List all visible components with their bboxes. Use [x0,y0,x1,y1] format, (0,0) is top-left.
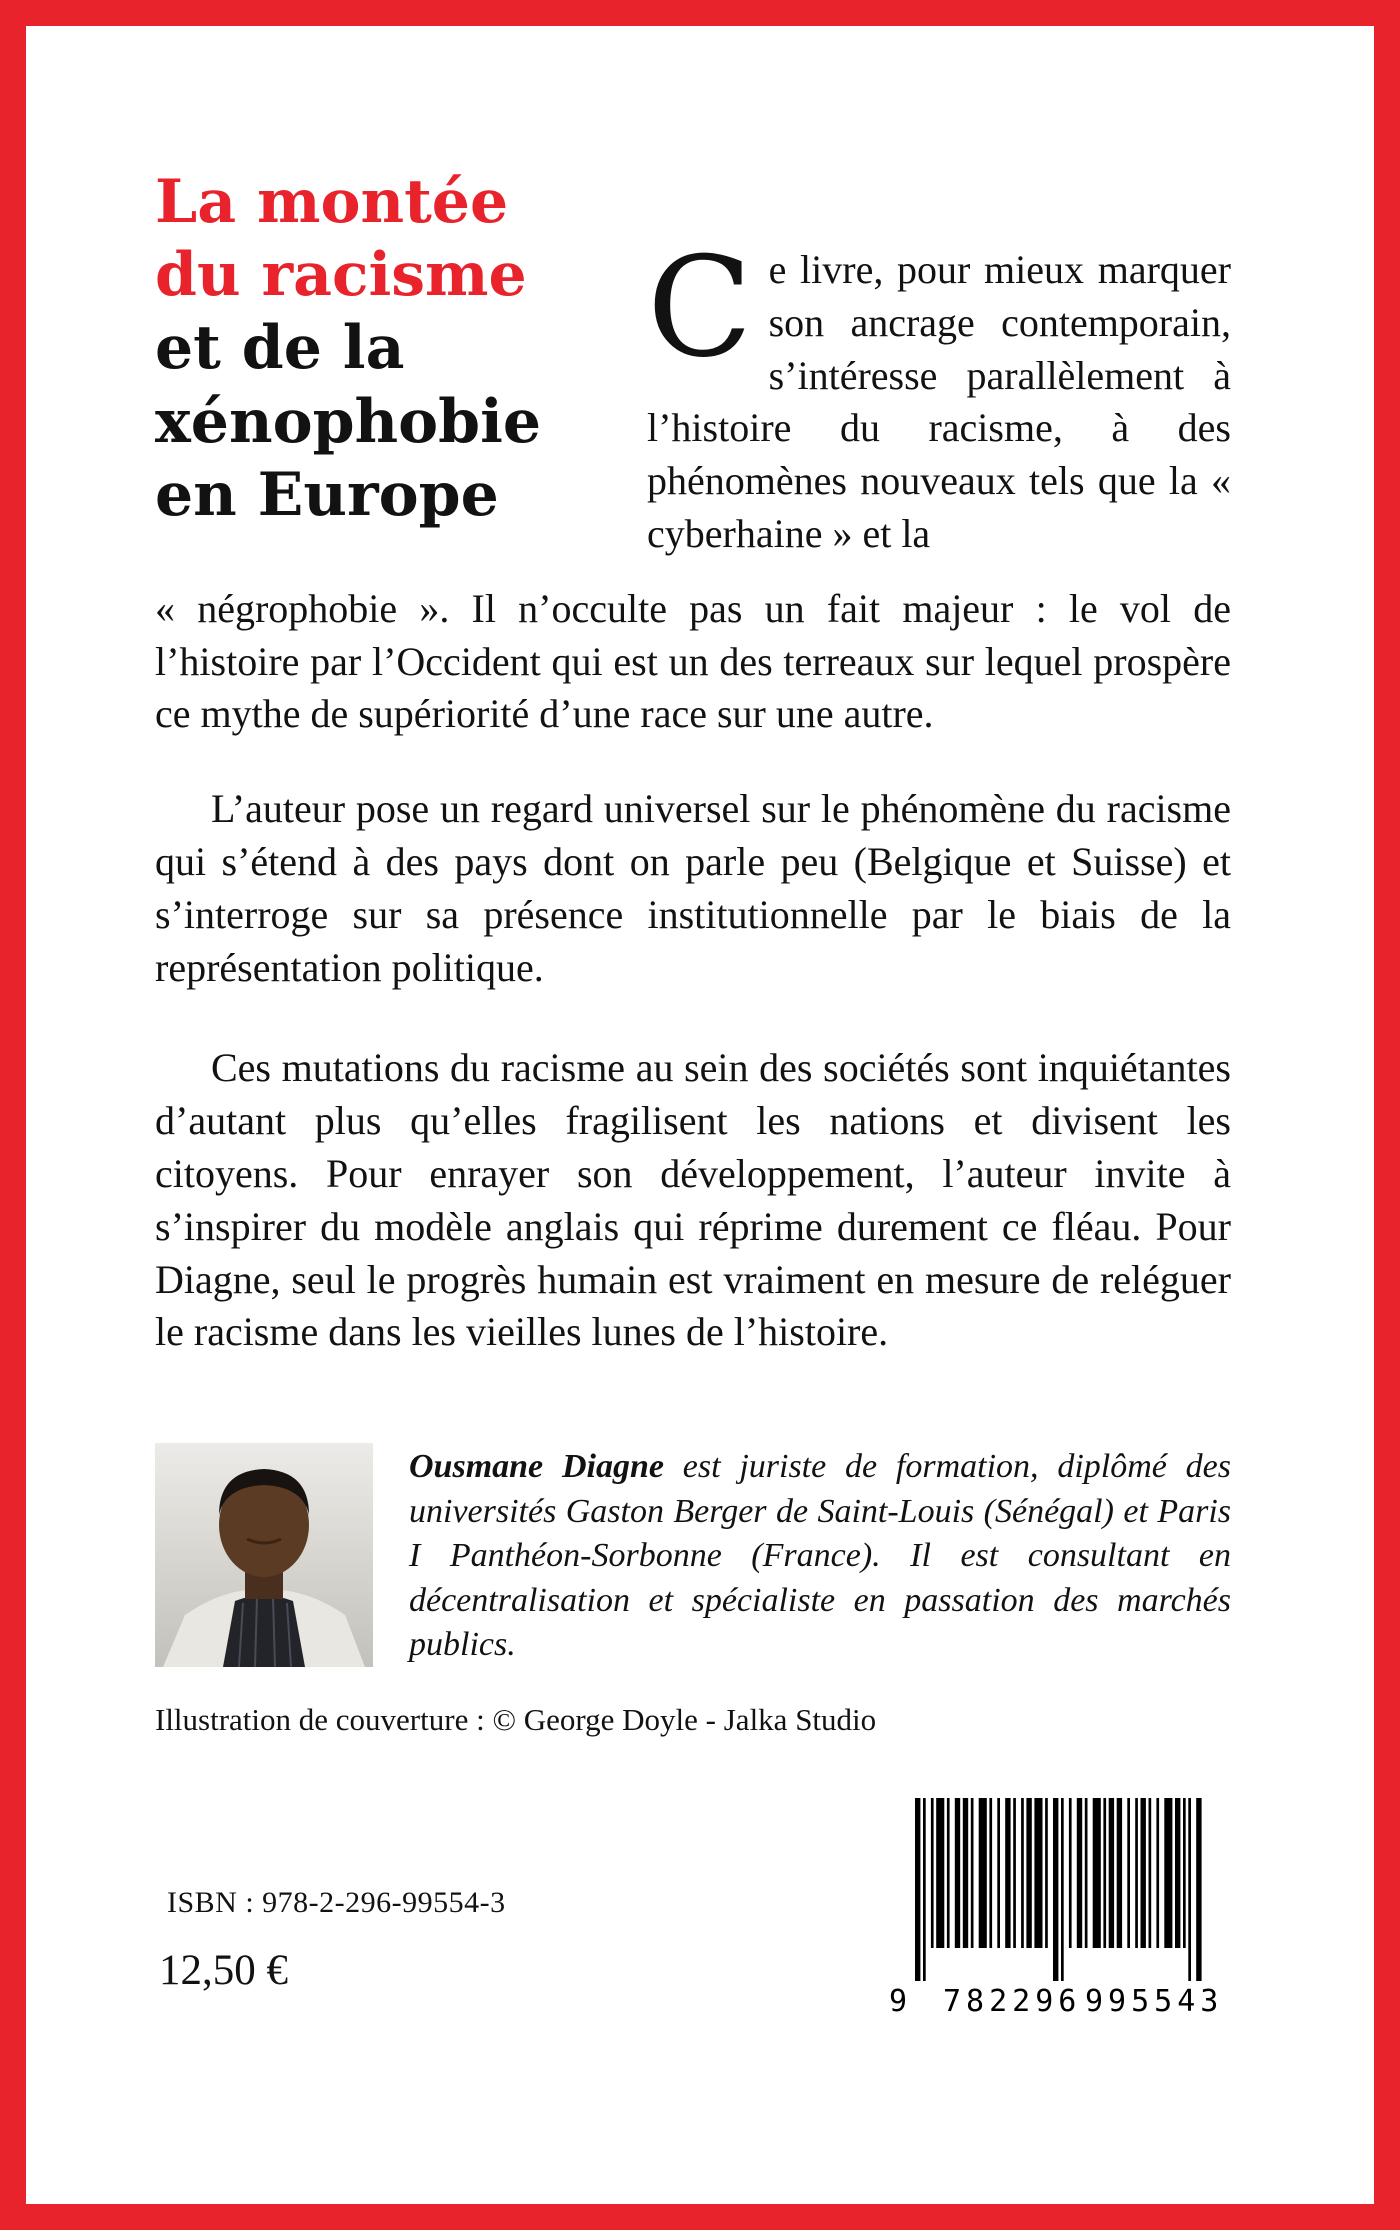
title-line-5: en Europe [155,459,499,530]
author-section [155,1443,1231,1668]
barcode [887,1798,1231,2020]
barcode-digits-group-2: 995543 [1085,1983,1224,2019]
paragraph-3: Ces mutations du racisme au sein des sociétés sont inquiétantes d’autant plus qu’elles fragilisent les nations et divisent les citoyens. Pour enrayer son développement, l’auteur invite à s’inspirer du modèle anglais qui réprime durement ce fléau. Pour Diagne, seul le progrès humain est vraiment en mesure de reléguer le racisme dans les vieilles lunes de l’histoire. [155,1045,1231,1355]
barcode-digits [887,1984,1231,2020]
author-name: Ousmane Diagne [409,1448,664,1486]
opening-section [155,166,1231,561]
footer-section [155,1798,1231,2068]
title-line-4: xénophobie [155,386,542,457]
paragraph-2: L’auteur pose un regard universel sur le phénomène du racisme qui s’étend à des pays dont on parle peu (Belgique et Suisse) et s’interroge sur sa présence institutionnelle par le biais de la représentation politique. [155,786,1231,990]
paragraph-1 [647,166,1231,561]
barcode-digit-left: 9 [889,1983,908,2019]
title-line-1: La montée [155,167,509,237]
barcode-bars [887,1798,1231,1984]
author-photo-graphic [155,1443,373,1667]
paragraph-1-text: e livre, pour mieux marquer son ancrage contemporain, s’intéresse parallèlement à l’histoire du racisme, à des phénomènes nouveaux tels que la « cyberhaine » et la [647,247,1231,556]
cover-content [26,26,1374,2068]
author-photo [155,1443,373,1667]
drop-cap: C [647,227,753,388]
author-bio [409,1443,1231,1668]
title-line-3: et de la [155,313,405,384]
title-line-2: du racisme [155,240,527,311]
author-bio-text: est juriste de formation, diplômé des universités Gaston Berger de Saint-Louis (Sénégal) et Paris I Panthéon-Sorbonne (France). Il est consultant en décentralisation et spécialiste en passation des marchés publics. [409,1448,1231,1664]
illustration-credit: Illustration de couverture : © George Doyle - Jalka Studio [155,1701,877,1737]
barcode-digits-group-1: 782296 [943,1983,1082,2019]
isbn-text: ISBN : 978-2-296-99554-3 [167,1885,506,1919]
price-text: 12,50 € [159,1946,288,1994]
book-title [155,166,647,561]
paragraph-1-continued: « négrophobie ». Il n’occulte pas un fait majeur : le vol de l’histoire par l’Occident qui est un des terreaux sur lequel prospère ce mythe de supériorité d’une race sur une autre. [155,585,1231,737]
